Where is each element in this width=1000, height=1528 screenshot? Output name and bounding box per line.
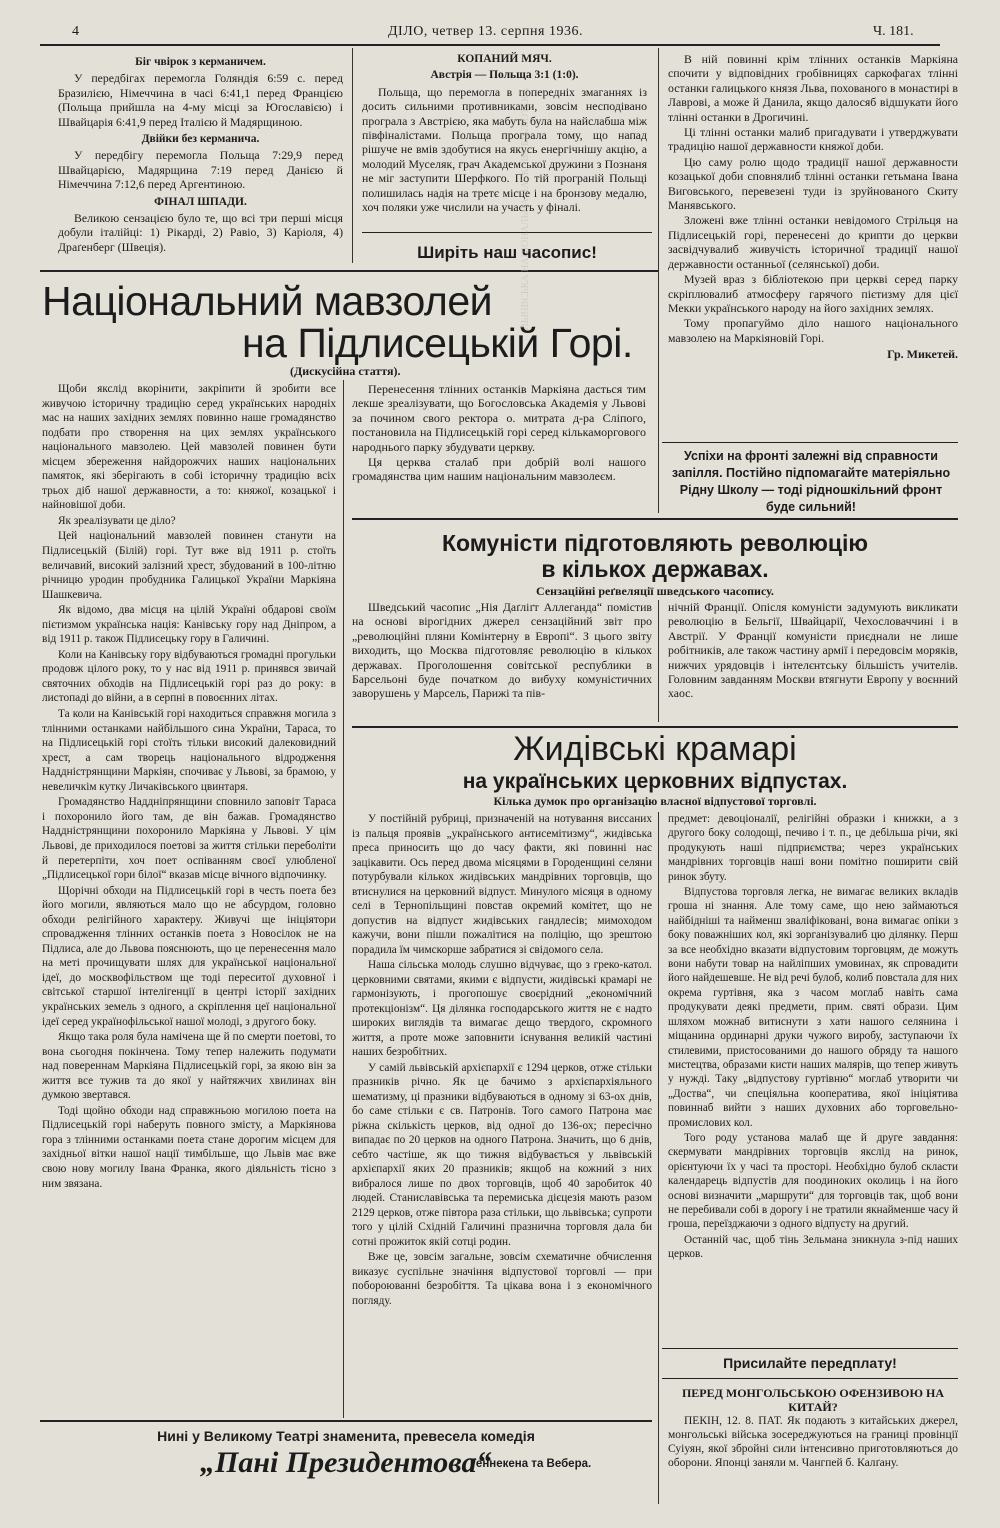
- paragraph: Як відомо, два місця на цілій Україні обдарові своїм пієтизмом українська нація: Канівську гору над Дніпром, а від 1911 р. також Підлисецьку гору в Галичині.: [42, 604, 336, 646]
- mongol-column: [668, 1414, 958, 1470]
- paragraph: ПЕКІН, 12. 8. ПАТ. Як подають з китайських джерел, монгольські війська зосереджуються на границі провінції Суіуян, якої збройні сили інтенсивно приготовляються до оборони. Японці заняли м. Чангпей б. Калґану.: [668, 1415, 958, 1469]
- section-text: Великою сензацією було те, що всі три перші місця добули італійці: 1) Рікарді, 2) Равіо, 3) Каріоля, 4) Драґенберг (Швеція).: [58, 211, 343, 254]
- page-number: 4: [72, 24, 79, 39]
- football-title: КОПАНИЙ МЯЧ.: [457, 53, 552, 65]
- paragraph: Як зреалізувати це діло?: [58, 514, 176, 527]
- theatre-play-title: „Пані Президентова“: [200, 1446, 492, 1479]
- paragraph: Того роду установа малаб ще й друге завдання: скермувати мандрівних торговців якслід на ринок, орієнтуючи їх у часі та просторі. Необхідно булоб скласти календарець відпустів для поодиноких околиць і на його основі визначити „маршрути“ для торговців так, щоб вони не перебивали собі в дорогу і не тратили якнайменше часу й гроша, переїзджаючи з одного відпусту на другий.: [668, 1131, 958, 1231]
- paragraph: Останній час, щоб тінь Зельмана зникнула з-під наших церков.: [668, 1233, 958, 1261]
- column-divider: [658, 48, 659, 513]
- paragraph: Та коли на Канівській горі находиться справжня могила з тлінними останками найбільшого сина України, Тараса, то на Підлисецькій горі стоїть тільки високий далековидний хрест, а сам творець національного відродження Наддністрянщини Маркіян, спочиває у Львові, за брамою, у невеличкім кутку Личаківського цвинтаря.: [42, 708, 336, 793]
- paragraph: Відпустова торговля легка, не вимагає великих вкладів гроша ні знання. Але тому саме, що нею займаються найбідніші та найменш зваліфіковані, вона вимагає опіки з боку поважніших кол, які зорганізувалиб цю ділянку. Перш за все необхідно вказати відпустовим торговцям, де можуть вони набути товар на найліпших умовинах, як спровадити його найдешевше. Не від речі булоб, колиб повстала для них окрема гуртівня, яка з часом моглаб навіть сама продукувати деякі предмети, прим. святі образи. Цим шляхом можнаб витиснути з хати нашого селянина і міщанина ординарні друки чужого виробу, заступаючи їх стилевими, пристосованими до нашого обряду та нашого мистецтва, образами кисти наших малярів, що тепер живуть у нужді. Таку „відпустову гуртівню“ моглаб утворити чи „Доства“, чи спеціяльна кооператива, якої ініціятива повиннаб вийти з наших духовних або торговельно-промислових кол.: [668, 886, 958, 1129]
- column-divider: [658, 600, 659, 722]
- paragraph: Ці тлінні останки малиб пригадувати і утверджувати традицію нашої державности княжої доби.: [668, 125, 958, 154]
- mongol-title: ПЕРЕД МОНГОЛЬСЬКОЮ ОФЕНЗИВОЮ НА КИТАЙ?: [681, 1386, 945, 1414]
- mausoleum-title-line1: Національний мавзолей: [42, 278, 493, 324]
- communists-title-line1: Комуністи підготовляють революцію: [441, 530, 869, 556]
- paragraph: Громадянство Наддніпрянщини сповнило заповіт Тараса і похоронило його там, де він бажав. Громадянство Наддністрянщини похоронило Маркіяна у Львові. У цім Львові, де приходилося поетові за життя стільки переболіти й перетерпіти, хоч поет оспіванням своєї улюбленої „Підлисецької гори білої“ вказав місце вічного відпочинку.: [42, 796, 336, 882]
- library-watermark: ЛЬВІВСЬКА НАЦІОНАЛЬНА НАУКОВА БІБЛІОТЕКА: [520, 87, 531, 330]
- paragraph: нічній Франції. Опісля комуністи задумують викликати революцію в Бельгії, Швайцарії, Чехословаччині і в Австрії. У Франції комуністи приєднали не лише робітників, але також частину армії і передовсім моряків, нижчих урядовців і інтелєнтську більшість учителів. Головним завданням Москви втягнути Европу у воєнний хаос.: [668, 600, 958, 701]
- column-divider: [343, 380, 344, 1418]
- section-text: У передбігах перемогла Голяндія 6:59 с. перед Бразилією, Німеччина в часі 6:41,1 перед Францією (Польща прийшла на 4-му місці за Югославією) і Швайцарія 6:41,9 перед Італією й Мадярщиною.: [58, 71, 343, 129]
- paragraph: У постійній рубриці, призначеній на нотування виссаних із пальця проявів „українського антисемітизму“, жидівська преса приносить що до часу факти, які повинні нас зацікавити. Ось перед двома місяцями в Городенщині селяни потурбували кількох жидівських мандрівних торговців, що втиснулися на церковний відпуст. Минулого місяця в одному селі в Тернопільщині повстав окремий комітет, що не допустив на відпуст жидівських гандлесів; мимоходом кажучи, вони пішли пожалітися на поліцію, що зрештою порадила їм чимскорше забратися зі свідомого села.: [352, 813, 652, 956]
- paragraph: Коли на Канівську гору відбуваються громадні прогульки продовж цілого року, то у нас від 1911 р. принявся звичай святочних обходів на Підлисецькій горі раз до року: в листопаді до війни, а в серпні в повоєнних літах.: [42, 648, 336, 705]
- box-rule: [662, 1378, 958, 1379]
- paragraph: Цю саму ролю щодо традиції нашої державности козацької доби сповнялиб тлінні останки гетьмана Івана Виговського, перевезені туди із зруйнованого Скиту Манявського.: [668, 154, 958, 213]
- paragraph: В ній повинні крім тлінних останків Маркіяна спочити у відповідних гробівницях саркофагах тлінні останки галицького князя Льва, похованого в монастирі в Лаврові, а може й Данила, якщо далосяб відшукати його тлінні останки в Дрогичині.: [668, 52, 958, 124]
- paragraph: Щоби якслід вкорінити, закріпити й зробити все живучою історичну традицію серед українських народніх мас на наших західних землях повинно наше громадянство подбати про створення на цих землях українського національного мавзолею. Цей мавзолей повинен бути місцем збереження найдорожчих наших національних памяток, які зберігають в собі історичну традицію всіх трьох діб нашої державности, а то: княжої, козацької і найновішої доби.: [42, 383, 336, 512]
- paragraph: Цей національний мавзолей повинен станути на Підлисецькій (Білій) горі. Тут вже від 1911 р. стоїть величавий, високий залізний хрест, збудований в 100-літню річницю уродин пробудника Галицької України Маркіяна Шашкевича.: [42, 530, 336, 601]
- communists-column-right: [668, 600, 958, 701]
- section-title: ФІНАЛ ШПАДИ.: [154, 195, 247, 208]
- mausoleum-column-2: [352, 382, 646, 484]
- column-divider: [352, 48, 353, 263]
- paragraph: Якщо така роля була намічена ще й по смерти поетові, то вона сьогодня покінчена. Тому тепер належить подумати над повереннам Маркіяна Підлисецькій горі, за якою він за життя все тужив та до якої у найтяжчих хвилинах він думкою звертався.: [42, 1031, 336, 1102]
- section-title: Біг чвірок з керманичем.: [135, 56, 266, 68]
- communists-title-line2: в кількох державах.: [541, 556, 769, 582]
- paragraph: Тоді щойно обходи над справжньою могилою поета на Підлисецькій горі наберуть повного змісту, а Маркіянова гора з тлінними останками поета стане дорогим місцем для західньої вітки нашої нації тимбільше, що Львів має вже свою нову могилу Івана Франка, якого діяльність тісно з ним звязана.: [42, 1104, 336, 1190]
- column-divider: [658, 812, 659, 1504]
- rodna-shkola-appeal: Успіхи на фронті залежні від справности запілля. Постійно підпомагайте матеріяльно Рідну Школу — тоді рідношкільний фронт буде сильний!: [671, 449, 951, 514]
- paragraph: Ця церква сталаб при добрій волі нашого громадянства цим нашим національним мавзолеєм.: [352, 455, 646, 484]
- traders-column-right: [668, 812, 958, 1262]
- traders-title-line1: Жидівські крамарі: [513, 730, 797, 768]
- header-rule: [40, 44, 940, 46]
- communists-subtitle: Сензаційні реґвеляції шведського часопису.: [536, 584, 774, 598]
- section-rule: [352, 518, 958, 520]
- promo-rule: [362, 232, 652, 233]
- communists-column-left: [352, 600, 652, 701]
- paragraph: Щорічні обходи на Підлисецькій горі в честь поета без його могили, являються мало що не абсурдом, головно обходи релігійного характеру. Живучі ще ініціятори спровадження тлінних останків поета з Новосілок не на Підлиса, але до Львова пояснюють, що це перенесення мало на меті прочищувати шлях для української національної ідеї, до москвофільством ще тоді переситої духовної і світської старшої інтелігенції в центрі історії західних українських земель з одного, а скріплення цеї національної ідеї серед українофільської нашої молоді, з другого боку.: [42, 884, 336, 1028]
- ad-rule: [40, 1420, 652, 1422]
- box-rule: [662, 442, 958, 443]
- sports-column: [58, 52, 343, 254]
- traders-column-left: [352, 812, 652, 1308]
- newspaper-date-line: ДІЛО, четвер 13. серпня 1936.: [388, 24, 583, 39]
- football-column: [362, 52, 647, 214]
- section-title: Двійки без керманича.: [141, 133, 260, 146]
- mausoleum-column-3: [668, 52, 958, 362]
- subscribe-appeal: Присилайте передплату!: [723, 1355, 897, 1371]
- paragraph: Перенесення тлінних останків Маркіяна дасться тим лекше зреалізувати, що Богословська Академія у Львові за почином свого ректора о. митрата д-ра Сліпого, постановила на Підлисецькій горі серед кількаморгового народнього парку збудувати церкву.: [352, 382, 646, 454]
- paragraph: Шведський часопис „Нія Даґліґт Аллеганда“ помістив на основі вірогідних джерел сензаційний звіт про „революційні пляни Комінтерну в Европі“. З цього звіту виходить, що Москва підготовляє революцію в кількох державах. Проголошення совітської республики в Барсельоні буде початком до вибуху комуністичних заворушень у Марсель, Парижі та пів-: [352, 600, 652, 701]
- paragraph: У самій львівській архієпархії є 1294 церков, отже стільки празників річно. Як це бачимо з архієпархіяльного шематизму, ці празники відбуваються в одному зі 63-ох днів, бо саме стільки є св. Патронів. Того самого Патрона має ріжна скількість церков, від одної до 136-ох; пересічно випадає по 20 церков на одного Патрона. Значить, що 6 днів, себто частіше, як що тижня відбувається у львівській архієпархії яких 20 празників; якщоб на кожний з них вибралося лише по двох торговців, щоб 40 заробиток 40 людей. Станиславівська та перемиська дієцезія мають разом 2129 церков, отже півтора раза стільки, що львівська; супроти того у цілій Східній Галичині празнична торговля дала би сотні прожиток якій сотці родин.: [352, 1061, 652, 1248]
- box-rule: [662, 1348, 958, 1349]
- issue-number: Ч. 181.: [873, 24, 914, 39]
- paragraph: Тому пропагуймо діло нашого національного мавзолею на Маркіяновій Горі.: [668, 316, 958, 345]
- section-rule: [40, 270, 658, 272]
- mausoleum-column-1: [42, 382, 336, 1191]
- mausoleum-subtitle: (Дискусійна стаття).: [290, 364, 401, 378]
- paragraph: Наша сільська молодь слушно відчуває, що з греко-катол. церковними святами, якими є відпусти, жидівські крамарі не гармонізують, і прогопошує своєрідний „економічний протекціонізм“. Ця ділянка господарського життя не є надто широких виглядів та вимагає дещо твердого, скромного життя, а проте може заповнити існування великій частині наших безробітних.: [352, 959, 652, 1058]
- mausoleum-title-line2: на Підлисецькій Горі.: [242, 320, 633, 366]
- theatre-announcement: Нині у Великому Театрі знаменита, превесела комедія: [157, 1428, 535, 1444]
- paragraph: предмет: девоціоналії, релігійні образки і книжки, а з другого боку солодощі, печиво і т. п., це дебільша річи, які продукують наші підприємства; через українських мандрівних торговців наші вони помітно поширити свій ринок збуту.: [668, 813, 958, 883]
- football-text: Польща, що перемогла в попередніх змаганнях із досить сильними противниками, зовсім несподівано програла з Австрією, яка мабуть була на найслабша між півфіналістами. Польща програла тому, що напад рішуче не вмів здобутися на якусь енергічнішу акцію, а молодий Муселяк, грач Академської дружини з Познаня не міг заступити Шерфкого. По тій програній Польщі полишилась надія на третє місце і на бронзову медалю, хоч поляки уже числили на участь у фіналі.: [362, 84, 647, 215]
- promo-slogan: Ширіть наш часопис!: [417, 243, 597, 262]
- author-signature: Гр. Микетей.: [887, 347, 958, 362]
- section-text: У передбігу перемогла Польща 7:29,9 перед Швайцарією, Мадярщина 7:19 перед Данією й Німеччина 7:12,6 перед Аргентиною.: [58, 148, 343, 192]
- traders-subtitle: Кілька думок про організацію власної відпустової торговлі.: [493, 794, 817, 808]
- theatre-authors: Геннекена та Вебера.: [470, 1458, 592, 1470]
- paragraph: Вже це, зовсім загальне, зовсім схематичне обчислення виказує суспільне значіння відпустової торговлі — при побороюванні безробіття. Та цікава вона і з економічного погляду.: [352, 1251, 652, 1307]
- traders-title-line2: на українських церковних відпустах.: [462, 770, 848, 793]
- section-rule: [352, 726, 958, 728]
- football-score: Австрія — Польща 3:1 (1:0).: [430, 69, 579, 82]
- paragraph: Зложені вже тлінні останки невідомого Стрільця на Підлисецькій горі, перенесені до крипти до церкви засвідчувалиб живучість історичної традиції нашої державности останньої (селянської) доби.: [668, 213, 958, 271]
- paragraph: Музей враз з бібліотекою при церкві серед парку скріплювалиб атмосферу гарячого пієтизму для цієї Мекки українського народу на його західних землях.: [668, 272, 958, 315]
